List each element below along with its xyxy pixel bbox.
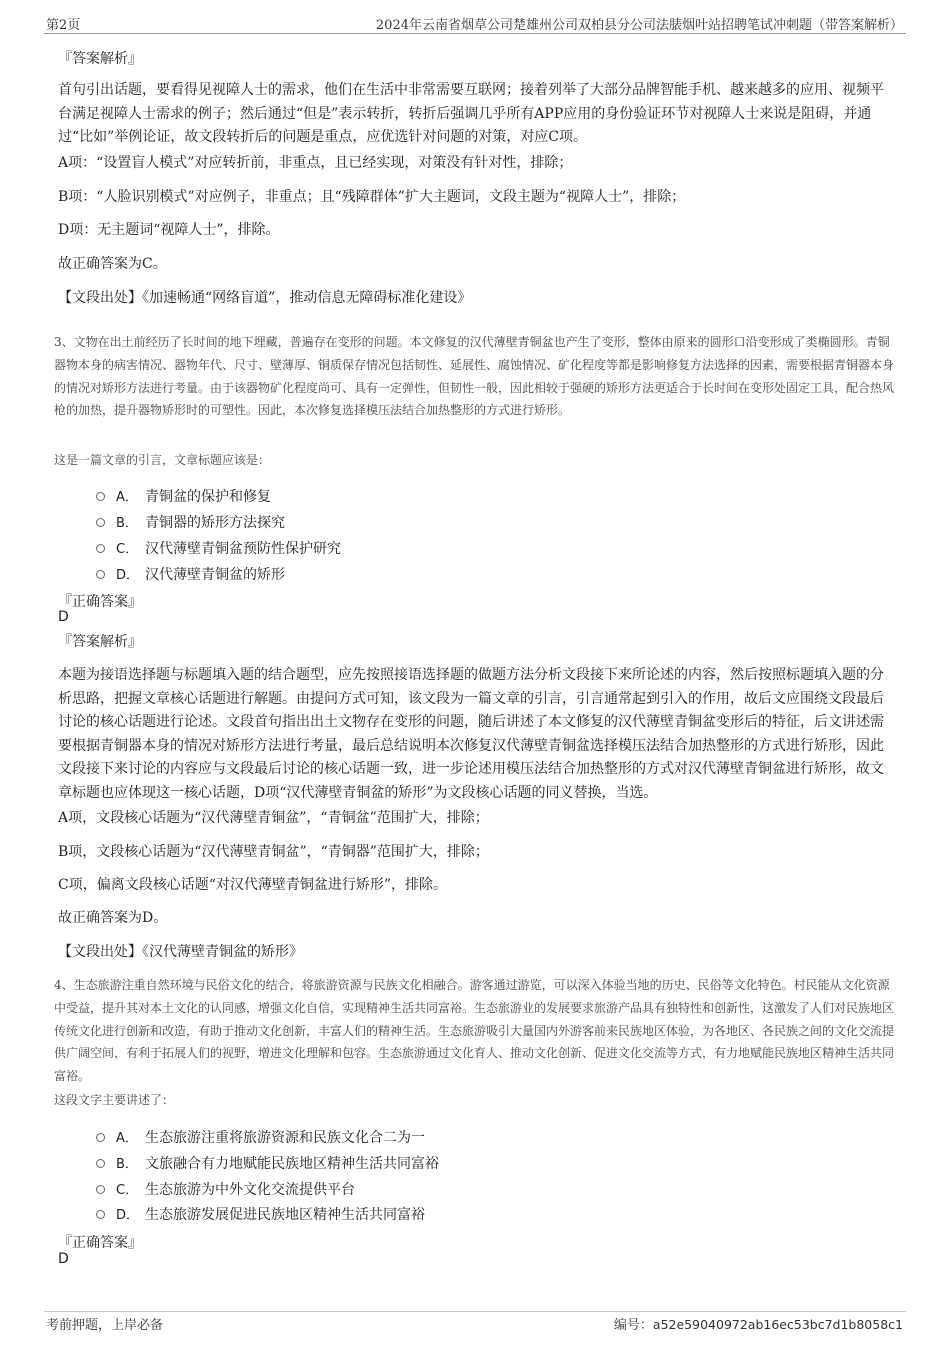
option-letter: D． xyxy=(116,568,140,583)
document-id-label: 编号： xyxy=(613,1318,653,1333)
q3-option-a-note: A项，文段核心话题为“汉代薄壁青铜盆”，“青铜盆”范围扩大，排除； xyxy=(58,810,489,826)
footer-slogan: 考前押题，上岸必备 xyxy=(46,1318,164,1333)
document-id-value: a52e59040972ab16ec53bc7d1b8058c1 xyxy=(652,1317,903,1332)
header-divider xyxy=(44,33,906,34)
option-letter: B． xyxy=(116,516,138,531)
q2-analysis-text: 首句引出话题，要看得见视障人士的需求，他们在生活中非常需要互联网；接着列举了大部分品牌智能手机、越来越多的应用、视频平台满足视障人士需求的例子；然后通过“但是”表示转折，转折后强调几乎所有APP应用的身份验证环节对视障人士来说是阻碍，并通过“比如”举例论证，故文段转折后的问题是重点，应优选针对问题的对策，对应C项。 xyxy=(58,82,884,146)
q3-answer-label: 『正确答案』 xyxy=(58,594,142,610)
option-letter: B． xyxy=(116,1157,138,1172)
radio-icon[interactable] xyxy=(96,1159,105,1168)
q3-option-b-note: B项，文段核心话题为“汉代薄壁青铜盆”，“青铜器”范围扩大，排除； xyxy=(58,844,489,860)
document-id xyxy=(614,1314,903,1333)
q3-answer: D xyxy=(58,609,69,625)
q4-passage: 4、生态旅游注重自然环境与民俗文化的结合，将旅游资源与民族文化相融合。游客通过游览，可以深入体验当地的历史、民俗等文化特色。村民能从文化资源中受益，提升其对本土文化的认同感，增强文化自信，实现精神生活共同富裕。生态旅游业的发展要求旅游产品具有独特性和创新性，这激发了人们对民族地区传统文化进行创新和改造，有助于推动文化创新，丰富人们的精神生活。生态旅游吸引大量国内外游客前来民族地区体验，为各地区、各民族之间的文化交流提供广阔空间，有利于拓展人们的视野，增进文化理解和包容。生态旅游通过文化育人、推动文化创新、促进文化交流等方式，有力地赋能民族地区精神生活共同富裕。 xyxy=(54,978,895,1084)
q2-conclusion: 故正确答案为C。 xyxy=(58,256,167,272)
option-text: 汉代薄壁青铜盆的矫形 xyxy=(145,567,285,583)
option-text: 生态旅游为中外文化交流提供平台 xyxy=(145,1182,355,1198)
radio-icon[interactable] xyxy=(96,570,105,579)
radio-icon[interactable] xyxy=(96,518,105,527)
q3-conclusion: 故正确答案为D。 xyxy=(58,910,168,926)
q2-analysis-label: 『答案解析』 xyxy=(58,51,142,67)
option-letter: A． xyxy=(116,1131,138,1146)
q2-source: 【文段出处】《加速畅通“网络盲道”，推动信息无障碍标准化建设》 xyxy=(58,290,472,306)
q4-answer-label: 『正确答案』 xyxy=(58,1235,142,1251)
option-text: 汉代薄壁青铜盆预防性保护研究 xyxy=(145,541,341,557)
q3-stem: 这是一篇文章的引言，文章标题应该是： xyxy=(54,453,271,467)
q3-passage: 3、文物在出土前经历了长时间的地下埋藏，普遍存在变形的问题。本文修复的汉代薄壁青铜盆也产生了变形，整体由原来的圆形口沿变形成了类椭圆形。青铜器物本身的病害情况、器物年代、尺寸、壁薄厚、铜质保存情况包括韧性、延展性、腐蚀情况、矿化程度等都是影响修复方法选择的因素，需要根据青铜器本身的情况对矫形方法进行考量。由于该器物矿化程度尚可、具有一定弹性，但韧性一般，因此相较于强硬的矫形方法更适合于长时间在变形处固定工具，配合热风枪的加热，提升器物矫形时的可塑性。因此，本次修复选择模压法结合加热整形的方式进行矫形。 xyxy=(54,335,895,418)
q3-source: 【文段出处】《汉代薄壁青铜盆的矫形》 xyxy=(58,944,303,960)
q2-option-a-note: A项：“设置盲人模式”对应转折前，非重点，且已经实现，对策没有针对性，排除； xyxy=(58,155,573,171)
page-number: 第2页 xyxy=(46,18,81,33)
radio-icon[interactable] xyxy=(96,492,105,501)
radio-icon[interactable] xyxy=(96,1210,105,1219)
radio-icon[interactable] xyxy=(96,544,105,553)
option-letter: D． xyxy=(116,1208,140,1223)
option-text: 生态旅游注重将旅游资源和民族文化合二为一 xyxy=(145,1130,425,1146)
q4-stem: 这段文字主要讲述了： xyxy=(54,1093,175,1107)
option-letter: A． xyxy=(116,490,138,505)
option-letter: C． xyxy=(116,1183,139,1198)
option-text: 文旅融合有力地赋能民族地区精神生活共同富裕 xyxy=(145,1156,439,1172)
option-text: 青铜器的矫形方法探究 xyxy=(145,515,285,531)
q4-answer: D xyxy=(58,1251,69,1267)
option-text: 青铜盆的保护和修复 xyxy=(145,489,271,505)
option-letter: C． xyxy=(116,542,139,557)
document-title: 2024年云南省烟草公司楚雄州公司双柏县分公司法脿烟叶站招聘笔试冲刺题（带答案解析） xyxy=(375,18,903,33)
q3-option-c-note: C项，偏离文段核心话题“对汉代薄壁青铜盆进行矫形”，排除。 xyxy=(58,877,448,893)
q3-analysis-label: 『答案解析』 xyxy=(58,634,142,650)
q2-option-b-note: B项：“人脸识别模式”对应例子，非重点；且“残障群体”扩大主题词，文段主题为“视障人士”，排除； xyxy=(58,189,686,205)
radio-icon[interactable] xyxy=(96,1185,105,1194)
footer-divider xyxy=(44,1311,906,1312)
option-text: 生态旅游发展促进民族地区精神生活共同富裕 xyxy=(145,1207,425,1223)
q3-analysis-text: 本题为接语选择题与标题填入题的结合题型，应先按照接语选择题的做题方法分析文段接下来所论述的内容，然后按照标题填入题的分析思路，把握文章核心话题进行解题。由提问方式可知，该文段为一篇文章的引言，引言通常起到引入的作用，故后文应围绕文段最后讨论的核心话题进行论述。文段首句指出出土文物存在变形的问题，随后讲述了本文修复的汉代薄壁青铜盆变形后的特征，后文讲述需要根据青铜器本身的情况对矫形方法进行考量，最后总结说明本次修复汉代薄壁青铜盆选择模压法结合加热整形的方式进行矫形，因此文段接下来讨论的内容应与文段最后讨论的核心话题一致，进一步论述用模压法结合加热整形的方式对汉代薄壁青铜盆进行矫形，故文章标题也应体现这一核心话题，D项“汉代薄壁青铜盆的矫形”为文段核心话题的同义替换，当选。 xyxy=(58,667,884,801)
radio-icon[interactable] xyxy=(96,1133,105,1142)
q2-option-d-note: D项：无主题词“视障人士”，排除。 xyxy=(58,222,280,238)
